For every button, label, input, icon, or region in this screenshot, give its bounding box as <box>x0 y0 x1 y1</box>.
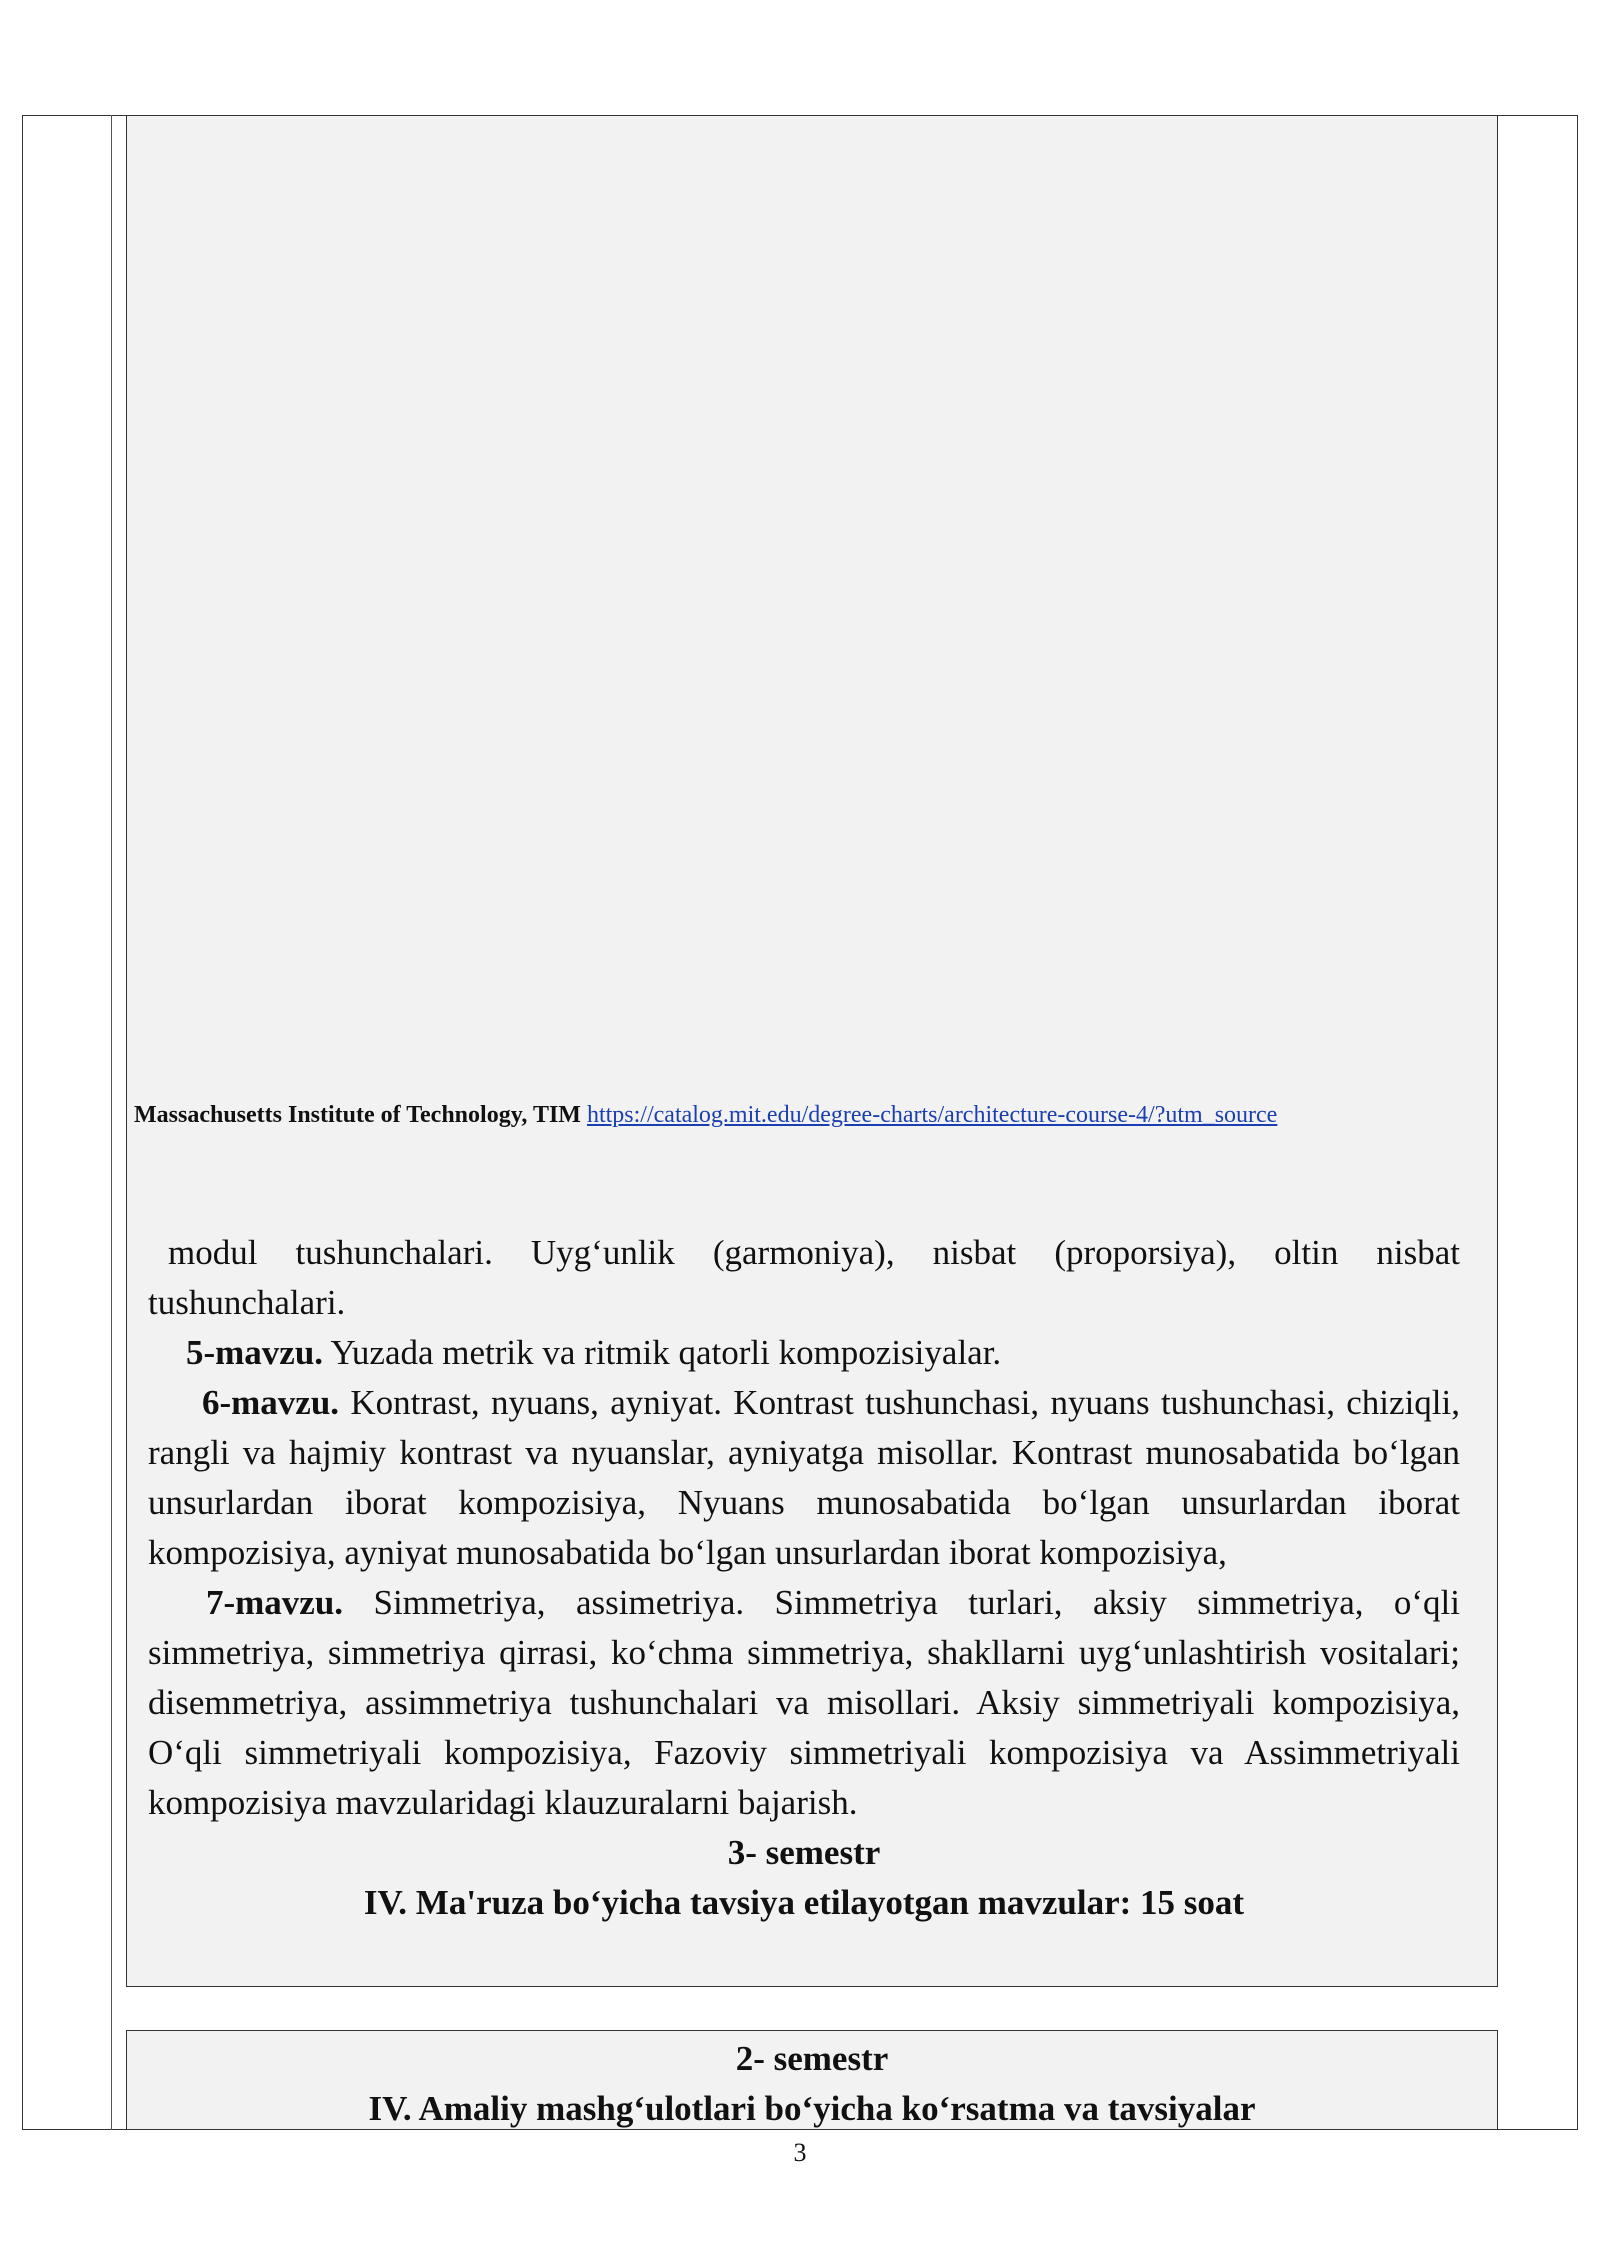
topic-5-label: 5-mavzu. <box>186 1333 324 1372</box>
topic-5 <box>148 1328 1460 1378</box>
paragraph-continuation: modul tushunchalari. Uyg‘unlik (garmoniya), nisbat (proporsiya), oltin nisbat <box>168 1233 1460 1272</box>
topic-6-label: 6-mavzu. <box>202 1383 340 1422</box>
source-link[interactable]: https://catalog.mit.edu/degree-charts/architecture-course-4/?utm_source <box>586 1102 1278 1128</box>
topic-5-text: Yuzada metrik va ritmik qatorli kompozisiyalar. <box>323 1333 1002 1372</box>
topic-7-text: Simmetriya, assimetriya. Simmetriya turlari, aksiy simmetriya, o‘qli simmetriya, simmetriya qirrasi, ko‘chma simmetriya, shakllarni uyg‘unlashtirish vositalari; disemmetriya, assimmetriya tushunchalari va misollari. Aksiy simmetriyali kompozisiya, O‘qli simmetriyali kompozisiya, Fazoviy simmetriyali kompozisiya va Assimmetriyali kompozisiya mavzularidagi klauzuralarni bajarish. <box>148 1583 1460 1822</box>
semester-2-heading: 2- semestr <box>735 2039 889 2078</box>
source-citation <box>134 1102 1277 1129</box>
practical-panel <box>126 2030 1498 2130</box>
document-body <box>148 1228 1460 1928</box>
topic-6 <box>148 1378 1460 1578</box>
page-number: 3 <box>793 2138 807 2167</box>
lectures-heading: IV. Ma'ruza bo‘yicha tavsiya etilayotgan mavzular: 15 soat <box>363 1883 1245 1922</box>
topic-6-text: Kontrast, nyuans, ayniyat. Kontrast tushunchasi, nyuans tushunchasi, chiziqli, rangli va hajmiy kontrast va nyuanslar, ayniyatga misollar. Kontrast munosabatida bo‘lgan unsurlardan iborat kompozisiya, Nyuans munosabatida bo‘lgan unsurlardan iborat kompozisiya, ayniyat munosabatida bo‘lgan unsurlardan iborat kompozisiya, <box>148 1383 1460 1572</box>
paragraph-continuation-end: tushunchalari. <box>148 1283 346 1322</box>
source-organization: Massachusetts Institute of Technology, TIM <box>134 1102 581 1128</box>
topic-7 <box>148 1578 1460 1828</box>
margin-divider-line <box>111 115 112 2130</box>
semester-3-heading: 3- semestr <box>727 1833 881 1872</box>
practical-heading: IV. Amaliy mashg‘ulotlari bo‘yicha ko‘rsatma va tavsiyalar <box>368 2089 1256 2128</box>
topic-7-label: 7-mavzu. <box>206 1583 344 1622</box>
